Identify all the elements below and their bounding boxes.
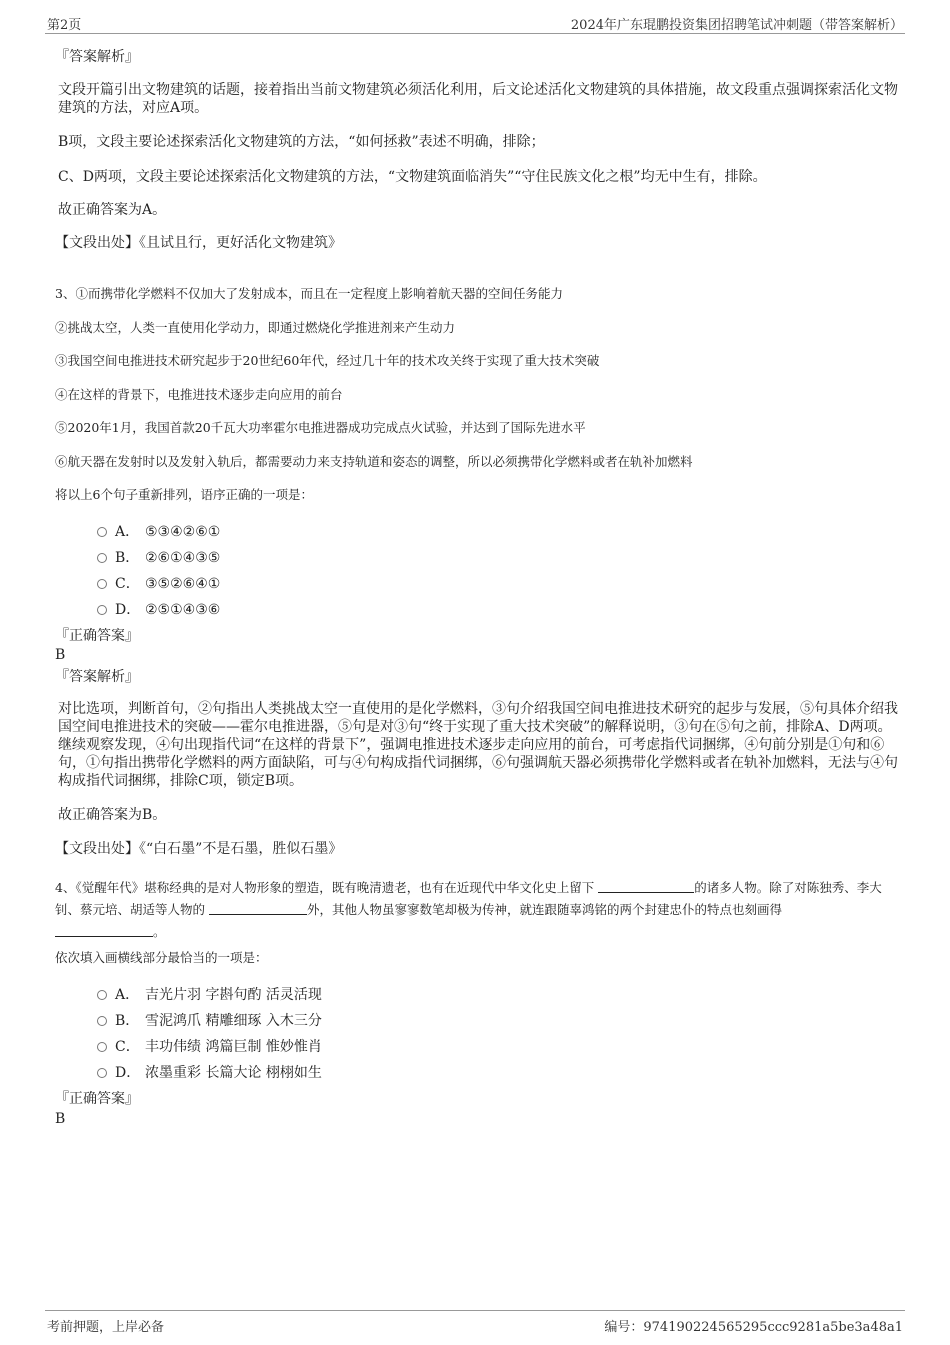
document-title: 2024年广东琨鹏投资集团招聘笔试冲刺题（带答案解析） [570,18,903,33]
page-number: 第2页 [47,18,82,33]
fill-blank-3[interactable] [55,925,153,937]
q2-analysis-paragraph-2: B项，文段主要论述探索活化文物建筑的方法，“如何拯救”表述不明确，排除； [58,134,545,150]
radio-icon[interactable] [97,605,107,615]
q3-answer: B [55,647,66,663]
q4-option-b[interactable]: B． 雪泥鸿爪 精雕细琢 入木三分 [97,1012,322,1030]
q2-source: 【文段出处】《且试且行，更好活化文物建筑》 [55,235,342,251]
q4-prompt: 依次填入画横线部分最恰当的一项是： [55,950,268,965]
q4-option-a[interactable]: A． 吉光片羽 字斟句酌 活灵活现 [97,986,322,1004]
fill-blank-2[interactable] [209,903,307,915]
radio-icon[interactable] [97,1068,107,1078]
q3-option-c[interactable]: C． ③⑤②⑥④① [97,575,220,593]
q4-stem: 4、《觉醒年代》堪称经典的是对人物形象的塑造，既有晚清遗老，也有在近现代中华文化史上留下 的诸多人物。除了对陈独秀、李大钊、蔡元培、胡适等人物的 外，其他人物虽寥寥数笔却极为传神，就连跟随辜鸿铭的两个封建忠仆的特点也刻画得 。 [55,880,882,939]
q3-sentence-3: ③我国空间电推进技术研究起步于20世纪60年代，经过几十年的技术攻关终于实现了重大技术突破 [55,353,600,368]
radio-icon[interactable] [97,990,107,1000]
q3-analysis-paragraph: 对比选项，判断首句，②句指出人类挑战太空一直使用的是化学燃料，③句介绍我国空间电推进技术研究的起步与发展，⑤句具体介绍我国空间电推进技术的突破——霍尔电推进器，⑤句是对③句“终于实现了重大技术突破”的解释说明，③句在⑤句之前，排除A、D两项。继续观察发现，④句出现指代词“在这样的背景下”，强调电推进技术逐步走向应用的前台，可考虑指代词捆绑，④句前分别是①句和⑥句，①句指出携带化学燃料的两方面缺陷，可与④句构成指代词捆绑，⑥句强调航天器必须携带化学燃料或者在轨补加燃料，无法与④句构成指代词捆绑，排除C项，锁定B项。 [58,701,898,789]
document-code: 编号：974190224565295ccc9281a5be3a48a1 [604,1320,903,1335]
radio-icon[interactable] [97,553,107,563]
q3-conclusion: 故正确答案为B。 [58,807,167,823]
radio-icon[interactable] [97,1016,107,1026]
radio-icon[interactable] [97,527,107,537]
q3-option-b[interactable]: B． ②⑥①④③⑤ [97,549,220,567]
q2-conclusion: 故正确答案为A。 [58,202,167,218]
q4-answer: B [55,1111,66,1127]
page-footer [45,1310,905,1336]
q3-sentence-2: ②挑战太空，人类一直使用化学动力，即通过燃烧化学推进剂来产生动力 [55,320,456,335]
q3-analysis-label: 『答案解析』 [55,669,139,685]
fill-blank-1[interactable] [598,881,694,893]
q2-analysis-paragraph-1: 文段开篇引出文物建筑的话题，接着指出当前文物建筑必须活化利用，后文论述活化文物建筑的具体措施，故文段重点强调探索活化文物建筑的方法，对应A项。 [58,82,898,116]
q3-sentence-6: ⑥航天器在发射时以及发射入轨后，都需要动力来支持轨道和姿态的调整，所以必须携带化学燃料或者在轨补加燃料 [55,454,693,469]
radio-icon[interactable] [97,579,107,589]
radio-icon[interactable] [97,1042,107,1052]
q4-option-c[interactable]: C． 丰功伟绩 鸿篇巨制 惟妙惟肖 [97,1038,322,1056]
q2-analysis-paragraph-3: C、D两项，文段主要论述探索活化文物建筑的方法，“文物建筑面临消失”“守住民族文化之根”均无中生有，排除。 [58,169,767,185]
q3-source: 【文段出处】《“白石墨”不是石墨，胜似石墨》 [55,841,343,857]
q3-sentence-5: ⑤2020年1月，我国首款20千瓦大功率霍尔电推进器成功完成点火试验，并达到了国际先进水平 [55,420,586,435]
footer-slogan: 考前押题，上岸必备 [47,1320,165,1335]
q3-prompt: 将以上6个句子重新排列，语序正确的一项是： [55,487,313,502]
q3-answer-label: 『正确答案』 [55,628,139,644]
q3-sentence-4: ④在这样的背景下，电推进技术逐步走向应用的前台 [55,387,343,402]
q4-answer-label: 『正确答案』 [55,1091,139,1107]
q4-option-d[interactable]: D． 浓墨重彩 长篇大论 栩栩如生 [97,1064,322,1082]
q2-analysis-label: 『答案解析』 [55,49,139,65]
q3-sentence-1: 3、①而携带化学燃料不仅加大了发射成本，而且在一定程度上影响着航天器的空间任务能力 [55,286,563,301]
q3-option-d[interactable]: D． ②⑤①④③⑥ [97,601,220,619]
page-header [45,14,905,34]
q3-option-a[interactable]: A． ⑤③④②⑥① [97,523,220,541]
